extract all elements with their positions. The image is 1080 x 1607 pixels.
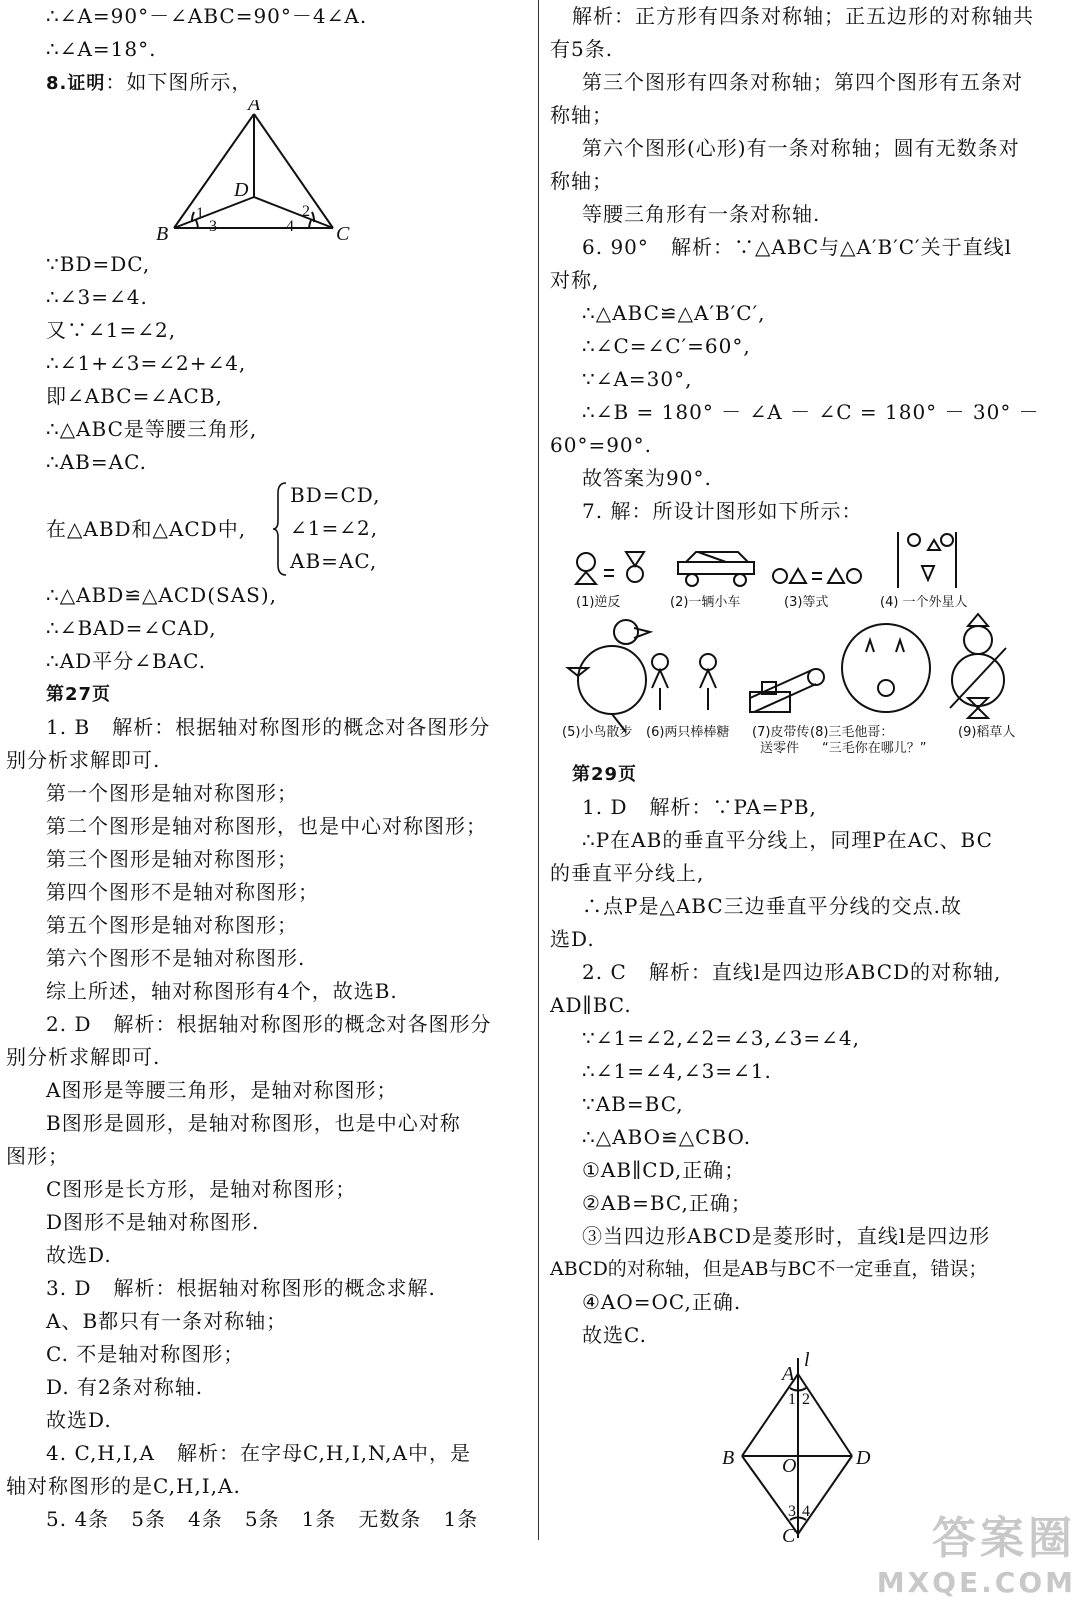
p1-line: 的垂直平分线上, [550,861,705,885]
text-line: 称轴； [550,169,613,193]
text-line: ∴△ABC是等腰三角形, [46,417,258,441]
q8-label: 证明 [67,73,106,94]
p2-line: 2. C 解析：直线l是四边形ABCD的对称轴, [582,960,1002,984]
caption-1: (1)逆反 [576,595,621,610]
q7-drawings [550,528,1050,758]
text-line: 即∠ABC=∠ACB, [46,384,223,408]
q6-line: 故答案为90°. [582,466,712,490]
caption-2: (2)一辆小车 [670,595,741,610]
caption-9: (9)稻草人 [958,725,1016,740]
right-column [550,0,1062,1542]
system-prefix: 在△ABD和△ACD中, [46,517,247,541]
p2-line: ③当四边形ABCD是菱形时，直线l是四边形 [582,1224,991,1248]
fig-car [678,552,754,586]
q3-line: 3. D 解析：根据轴对称图形的概念求解. [46,1276,436,1300]
label-O: O [782,1455,797,1477]
caption-4: (4) 一个外星人 [880,595,968,610]
q1-line: 第一个图形是轴对称图形； [46,781,298,805]
q6-line: 6. 90° 解析：∵△ABC与△A′B′C′关于直线l [582,235,1012,259]
q2-line: A图形是等腰三角形，是轴对称图形； [46,1078,398,1102]
q3-line: A、B都只有一条对称轴； [46,1309,288,1333]
label-C: C [336,223,350,245]
q2-line: 图形； [6,1144,69,1168]
text-line: ∴AB=AC. [46,450,148,474]
label-B: B [156,223,169,245]
q2-line: 别分析求解即可. [6,1045,161,1069]
q1-line: 第三个图形是轴对称图形； [46,847,298,871]
caption-5: (5)小鸟散步 [562,725,633,740]
triangle-diagram [46,100,516,248]
angle-3: 3 [209,218,217,235]
q6-line: 对称, [550,268,600,292]
label-A: A [248,100,261,115]
text-line: 第三个图形有四条对称轴；第四个图形有五条对 [582,70,1023,94]
fig-conveyor [750,669,824,712]
text-line: 有5条. [550,37,614,61]
q4-line: 轴对称图形的是C,H,I,A. [6,1474,241,1498]
label-D: D [856,1447,871,1469]
q6-line: ∴△ABC≌△A′B′C′, [582,301,766,325]
caption-8b: “三毛你在哪儿？” [822,741,927,756]
q2-line: C图形是长方形，是轴对称图形； [46,1177,357,1201]
p2-line: AD∥BC. [550,993,632,1017]
p2-line: ②AB=BC,正确； [582,1191,752,1215]
text-line: 又∵∠1=∠2, [46,318,177,342]
fig-lollipops [652,654,716,710]
q6-line: 60°=90°. [550,433,653,457]
text-line: 解析：正方形有四条对称轴；正五边形的对称轴共 [572,4,1034,28]
system-line-2: ∠1=∠2, [290,516,379,540]
q2-line: B图形是圆形，是轴对称图形，也是中心对称 [46,1111,461,1135]
label-l: l [804,1352,810,1371]
p1-line: 1. D 解析：∵PA=PB, [582,795,817,819]
p2-line: ABCD的对称轴，但是AB与BC不一定垂直，错误； [550,1258,988,1280]
page-29-heading: 第29页 [572,764,638,785]
p1-line: 选D. [550,927,595,951]
angle-4: 4 [802,1503,810,1520]
angle-4: 4 [286,218,294,235]
watermark-logo-text: 答案圈 [932,1513,1076,1564]
equation-system [46,479,516,579]
angle-2: 2 [802,1391,810,1408]
q7-figures [550,528,1062,758]
fig-reverse [576,552,644,584]
p2-line: ∴∠1=∠4,∠3=∠1. [582,1059,772,1083]
text-line: 称轴； [550,103,613,127]
angle-1: 1 [788,1391,796,1408]
fig-equation [773,569,861,583]
triangle-figure [46,100,516,248]
caption-3: (3)等式 [784,595,829,610]
p1-line: ∴点P是△ABC三边垂直平分线的交点.故 [582,894,963,918]
text-line: ∴∠1+∠3=∠2+∠4, [46,351,247,375]
q1-line: 别分析求解即可. [6,748,161,772]
text-line: 第六个图形(心形)有一条对称轴；圆有无数条对 [582,136,1020,160]
watermark [877,1502,1076,1599]
q8-number: 8. [46,73,68,94]
caption-8a: (8)三毛他哥： [810,725,894,740]
text-line: 等腰三角形有一条对称轴. [582,202,821,226]
angle-3: 3 [788,1503,796,1520]
q5-line: 5. 4条 5条 4条 5条 1条 无数条 1条 [46,1507,479,1531]
caption-6: (6)两只棒棒糖 [646,725,730,740]
brace [272,481,288,577]
angle-2: 2 [302,203,310,220]
system-line-3: AB=AC, [290,549,378,573]
p2-line: ∵∠1=∠2,∠2=∠3,∠3=∠4, [582,1026,860,1050]
q4-line: 4. C,H,I,A 解析：在字母C,H,I,N,A中，是 [46,1441,471,1465]
q6-line: ∴∠B = 180° － ∠A － ∠C = 180° － 30° － [582,400,1040,424]
label-A: A [782,1363,795,1385]
text-line: ∵BD=DC, [46,252,151,276]
p2-line: 故选C. [582,1323,647,1347]
q1-line: 第四个图形不是轴对称图形； [46,880,319,904]
q3-line: 故选D. [46,1408,112,1432]
q1-line: 第六个图形不是轴对称图形. [46,946,306,970]
q1-line: 1. B 解析：根据轴对称图形的概念对各图形分 [46,715,491,739]
label-D: D [234,179,249,201]
text-line: ∴△ABD≌△ACD(SAS), [46,583,278,607]
text-line: ∴AD平分∠BAC. [46,649,207,673]
q2-line: D图形不是轴对称图形. [46,1210,260,1234]
q8-heading [46,66,516,100]
left-column [6,0,516,1536]
caption-7b: 送零件 [760,741,800,756]
q1-line: 第二个图形是轴对称图形，也是中心对称图形； [46,814,487,838]
q2-line: 故选D. [46,1243,112,1267]
q6-line: ∵∠A=30°, [582,367,693,391]
text-line: ∴∠3=∠4. [46,285,148,309]
q1-line: 综上所述，轴对称图形有4个，故选B. [46,979,398,1003]
angle-1: 1 [196,205,204,222]
q6-line: ∴∠C=∠C′=60°, [582,334,751,358]
q7-line: 7. 解：所设计图形如下所示： [582,499,863,523]
page-27-heading: 第27页 [46,684,112,705]
fig-face [842,624,930,712]
fig-bird [568,620,650,732]
caption-7a: (7)皮带传 [752,725,810,740]
text-line: ∴∠A=90°－∠ABC=90°－4∠A. [46,4,368,28]
column-divider [538,0,539,1540]
p2-line: ∴△ABO≌△CBO. [582,1125,752,1149]
fig-scarecrow [950,614,1006,718]
p2-line: ①AB∥CD,正确； [582,1158,746,1182]
label-C: C [782,1525,796,1542]
text-line: ∴∠A=18°. [46,37,157,61]
watermark-url: MXQE.COM [876,1566,1076,1599]
q1-line: 第五个图形是轴对称图形； [46,913,298,937]
p2-line: ④AO=OC,正确. [582,1290,742,1314]
fig-alien [898,532,956,588]
q2-line: 2. D 解析：根据轴对称图形的概念对各图形分 [46,1012,492,1036]
q8-text: ：如下图所示， [105,70,253,94]
p2-line: ∵AB=BC, [582,1092,684,1116]
label-B: B [722,1447,735,1469]
q3-line: C. 不是轴对称图形； [46,1342,245,1366]
p1-line: ∴P在AB的垂直平分线上，同理P在AC、BC [582,828,993,852]
q3-line: D. 有2条对称轴. [46,1375,204,1399]
system-line-1: BD=CD, [290,483,381,507]
text-line: ∴∠BAD=∠CAD, [46,616,217,640]
